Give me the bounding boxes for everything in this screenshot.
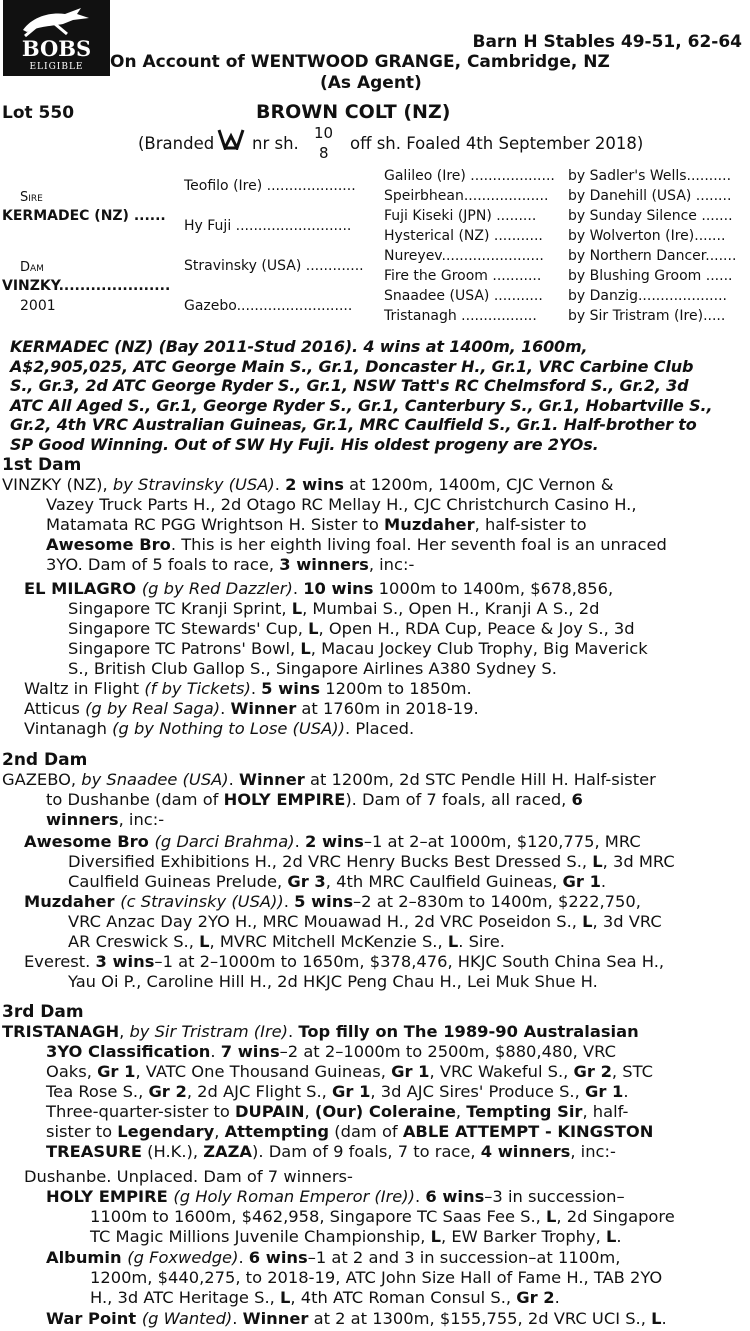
text-line [24, 639, 648, 659]
text-segment: , 3d VRC [592, 912, 662, 931]
text-segment: (g Darci Brahma) [154, 832, 295, 851]
text-segment: at 1200m, 1400m, CJC Vernon & [343, 475, 614, 494]
text-segment: Dushanbe. Unplaced. Dam of 7 winners- [24, 1167, 353, 1186]
text-line [24, 1167, 353, 1187]
text-segment: Gr 1 [332, 1082, 371, 1101]
account: On Account of WENTWOOD GRANGE, Cambridge, NZ [110, 52, 610, 72]
text-segment: . [554, 1288, 560, 1307]
text-segment: Atticus [24, 699, 86, 718]
pedigree-gen3-item: Snaadee (USA) ........... [384, 288, 543, 304]
text-segment: Gr 2 [148, 1082, 187, 1101]
progeny-entry [46, 1187, 675, 1247]
agent: (As Agent) [320, 73, 422, 93]
text-segment: , 4th MRC Caulfield Guineas, [325, 872, 563, 891]
text-segment: . [292, 579, 304, 598]
progeny-entry [24, 952, 664, 992]
text-segment: by Snaadee (USA) [81, 770, 229, 789]
text-segment: at 1200m, 2d STC Pendle Hill H. Half-sister [304, 770, 656, 789]
text-segment: ). Dam of 9 foals, 7 to race, [252, 1142, 481, 1161]
text-segment: , Open H., RDA Cup, Peace & Joy S., 3d [318, 619, 635, 638]
text-segment: VRC Anzac Day 2YO H., MRC Mouawad H., 2d VRC Poseidon S., [68, 912, 583, 931]
text-line [2, 1082, 653, 1102]
text-segment: . [294, 832, 305, 851]
text-segment: 2 wins [285, 475, 344, 494]
text-segment: , 3d AJC Sires' Produce S., [370, 1082, 585, 1101]
text-segment: Attempting [224, 1122, 330, 1141]
text-line [2, 1142, 653, 1162]
sire-summary-line: SP Good Winning. Out of SW Hy Fuji. His oldest progeny are 2YOs. [10, 434, 599, 454]
text-line [24, 619, 648, 639]
text-segment: TREASURE [46, 1142, 142, 1161]
text-segment: War Point [46, 1309, 142, 1328]
second-dam-heading: 2nd Dam [2, 750, 88, 770]
text-segment: L [447, 932, 459, 951]
text-segment: L [279, 1288, 291, 1307]
logo-subtext: ELIGIBLE [29, 62, 84, 72]
text-segment: . [283, 892, 295, 911]
pedigree-gen3-item: Nureyev....................... [384, 248, 544, 264]
text-segment: Gr 1 [584, 1082, 624, 1101]
pedigree-gen4-item: by Blushing Groom ...... [568, 268, 733, 284]
progeny-entry [24, 892, 662, 952]
first-dam-entry [2, 475, 667, 575]
text-segment: Diversified Exhibitions H., 2d VRC Henry Bucks Best Dressed S., [68, 852, 593, 871]
text-segment: . Sire. [458, 932, 505, 951]
text-segment: , Macau Jockey Club Trophy, Big Maverick [310, 639, 648, 658]
pedigree-gen4-item: by Sadler's Wells.......... [568, 168, 732, 184]
text-segment: . [661, 1309, 667, 1328]
pedigree-gen4-item: by Wolverton (Ire)....... [568, 228, 726, 244]
sire-summary-line: KERMADEC (NZ) (Bay 2011-Stud 2016). 4 wins at 1400m, 1600m, [10, 337, 588, 356]
pedigree-gen3-item: Speirbhean................... [384, 188, 549, 204]
text-line [24, 912, 662, 932]
text-segment: 10 wins [303, 579, 374, 598]
text-line [46, 1207, 675, 1227]
pedigree-gen3-item: Hysterical (NZ) ........... [384, 228, 543, 244]
pedigree-gen2: Stravinsky (USA) ............. [184, 258, 364, 274]
text-segment: Three-quarter-sister to [46, 1102, 236, 1121]
pedigree-gen3-item: Tristanagh ................. [384, 308, 537, 324]
text-line [24, 679, 472, 699]
text-segment: ). Dam of 7 foals, all raced, [345, 790, 572, 809]
foaling-info: off sh. Foaled 4th September 2018) [350, 134, 644, 153]
text-segment: . [220, 699, 231, 718]
text-segment: . [600, 872, 607, 891]
pedigree-gen4-item: by Sir Tristram (Ire)..... [568, 308, 726, 324]
text-segment: L [546, 1207, 557, 1226]
text-segment: Singapore TC Stewards' Cup, [68, 619, 309, 638]
text-segment: 4 winners [480, 1142, 571, 1161]
text-segment: ZAZA [203, 1142, 253, 1161]
text-segment: , 2d AJC Flight S., [186, 1082, 333, 1101]
text-line [24, 832, 675, 852]
text-segment: Top filly on The 1989-90 Australasian [298, 1022, 639, 1041]
text-line [24, 599, 648, 619]
text-segment: S., British Club Gallop S., Singapore Airlines A380 Sydney S. [68, 659, 557, 678]
text-line [46, 1248, 662, 1268]
text-segment: L [308, 619, 319, 638]
text-line [24, 852, 675, 872]
text-segment: H., 3d ATC Heritage S., [90, 1288, 280, 1307]
text-segment: (dam of [329, 1122, 403, 1141]
text-segment: 1000m to 1400m, $678,856, [373, 579, 614, 598]
progeny-entry [24, 832, 675, 892]
text-segment: Everest. [24, 952, 96, 971]
text-line [2, 1122, 653, 1142]
text-segment: Oaks, [46, 1062, 98, 1081]
text-line [2, 515, 667, 535]
text-segment: by Stravinsky (USA) [112, 475, 275, 494]
text-segment: (g Holy Roman Emperor (Ire)) [173, 1187, 416, 1206]
text-segment: , 2d Singapore [556, 1207, 675, 1226]
text-segment: , [304, 1102, 315, 1121]
bobs-eligible-logo [3, 0, 110, 76]
text-segment: Gr 3 [287, 872, 326, 891]
text-segment: VINZKY (NZ), [2, 475, 113, 494]
text-segment: L [430, 1227, 442, 1246]
text-line [2, 770, 656, 790]
text-segment: –2 at 2–830m to 1400m, $222,750, [353, 892, 641, 911]
text-line [2, 1102, 653, 1122]
text-segment: 2 wins [304, 832, 364, 851]
text-segment: , VATC One Thousand Guineas, [135, 1062, 392, 1081]
text-segment: Gr 2 [573, 1062, 612, 1081]
text-segment: 1200m, $440,275, to 2018-19, ATC John Size Hall of Fame H., TAB 2YO [90, 1268, 663, 1287]
text-line [46, 1187, 675, 1207]
text-segment: Muzdaher [24, 892, 121, 911]
pedigree-gen4-item: by Northern Dancer....... [568, 248, 737, 264]
text-line [46, 1288, 662, 1308]
text-segment: Winner [230, 699, 297, 718]
text-segment: Tempting Sir [466, 1102, 583, 1121]
text-line [24, 952, 664, 972]
third-dam-entry [2, 1022, 653, 1162]
third-dam-heading: 3rd Dam [2, 1002, 84, 1022]
text-segment: to Dushanbe (dam of [46, 790, 224, 809]
dam-foaled: 2001 [20, 298, 56, 314]
text-segment: , 4th ATC Roman Consul S., [290, 1288, 517, 1307]
text-line [2, 790, 656, 810]
text-line [24, 699, 479, 719]
text-segment: at 1760m in 2018-19. [296, 699, 479, 718]
pedigree-gen3-item: Fire the Groom ........... [384, 268, 542, 284]
text-segment: –1 at 2 and 3 in succession–at 1100m, [307, 1248, 621, 1267]
text-segment: (g by Nothing to Lose (USA)) [112, 719, 345, 738]
text-segment: ABLE ATTEMPT - KINGSTON [402, 1122, 654, 1141]
text-segment: , [119, 1022, 130, 1041]
sire-label: Sire [20, 190, 43, 205]
text-segment: , [214, 1122, 225, 1141]
progeny-entry [46, 1248, 662, 1308]
dam-label: Dam [20, 260, 44, 275]
text-segment: 1100m to 1600m, $462,958, Singapore TC Saas Fee S., [90, 1207, 547, 1226]
text-segment: winners [46, 810, 119, 829]
text-line [24, 872, 675, 892]
text-segment: Tea Rose S., [46, 1082, 149, 1101]
text-segment: L [651, 1309, 662, 1328]
sire-name: KERMADEC (NZ) ...... [2, 208, 166, 224]
text-segment: DUPAIN [235, 1102, 305, 1121]
text-segment: , half- [582, 1102, 629, 1121]
text-segment: L [300, 639, 311, 658]
text-segment: . [232, 1309, 243, 1328]
text-segment: 5 wins [294, 892, 354, 911]
text-line [2, 495, 667, 515]
text-line [24, 579, 648, 599]
text-segment: (f by Tickets) [144, 679, 251, 698]
text-segment: L [199, 932, 210, 951]
text-segment: Singapore TC Kranji Sprint, [68, 599, 292, 618]
text-line [2, 535, 667, 555]
sire-summary [10, 337, 740, 454]
pedigree-gen2: Gazebo.......................... [184, 298, 353, 314]
sire-summary-line: Gr.2, 4th VRC Australian Guineas, Gr.1, MRC Caulfield S., Gr.1. Half-brother to [10, 415, 697, 434]
pedigree-gen4-item: by Sunday Silence ....... [568, 208, 733, 224]
text-segment: –1 at 2–at 1000m, $120,775, MRC [363, 832, 641, 851]
text-segment: Gr 1 [562, 872, 601, 891]
text-segment: (H.K.), [141, 1142, 204, 1161]
text-segment: Muzdaher [384, 515, 475, 534]
progeny-entry [24, 699, 479, 719]
text-line [24, 892, 662, 912]
text-line [2, 1022, 653, 1042]
text-segment: , 3d MRC [602, 852, 675, 871]
pedigree-gen3-item: Galileo (Ire) ................... [384, 168, 555, 184]
text-segment: 1200m to 1850m. [320, 679, 472, 698]
text-segment: Awesome Bro [24, 832, 155, 851]
text-segment: . [415, 1187, 426, 1206]
text-segment: GAZEBO, [2, 770, 82, 789]
text-segment: . [228, 770, 239, 789]
text-line [2, 810, 656, 830]
text-segment: –3 in succession– [484, 1187, 625, 1206]
text-line [24, 719, 414, 739]
brand-mark-icon [216, 128, 246, 150]
text-segment: –2 at 2–1000m to 2500m, $880,480, VRC [279, 1042, 617, 1061]
text-segment: 7 wins [220, 1042, 280, 1061]
text-segment: Singapore TC Patrons' Bowl, [68, 639, 301, 658]
text-segment: (c Stravinsky (USA)) [120, 892, 284, 911]
brand-prefix: (Branded [138, 134, 215, 153]
sire-summary-line: S., Gr.3, 2d ATC George Ryder S., Gr.1, NSW Tatt's RC Chelmsford S., Gr.2, 3d [10, 376, 689, 395]
text-segment: . [288, 1022, 299, 1041]
progeny-entry [24, 719, 414, 739]
text-segment: L [592, 852, 603, 871]
text-segment: , MVRC Mitchell McKenzie S., [209, 932, 448, 951]
text-segment: 6 wins [248, 1248, 308, 1267]
text-segment: Awesome Bro [46, 535, 171, 554]
text-line [24, 972, 664, 992]
text-line [46, 1268, 662, 1288]
first-dam-heading: 1st Dam [2, 455, 82, 475]
text-line [24, 932, 662, 952]
progeny-entry [46, 1309, 667, 1329]
text-segment: , EW Barker Trophy, [441, 1227, 606, 1246]
text-segment: Albumin [46, 1248, 128, 1267]
text-segment: Matamata RC PGG Wrightson H. Sister to [46, 515, 385, 534]
text-segment: Gr 1 [97, 1062, 136, 1081]
text-line [2, 1062, 653, 1082]
pedigree-gen3-item: Fuji Kiseki (JPN) ......... [384, 208, 537, 224]
text-segment: . [274, 475, 286, 494]
text-segment: L [291, 599, 303, 618]
lot-number: Lot 550 [2, 103, 75, 123]
text-segment: TC Magic Millions Juvenile Championship, [90, 1227, 431, 1246]
text-segment: , [455, 1102, 467, 1121]
dushanbe-entry [24, 1167, 353, 1187]
text-segment: Winner [242, 1309, 309, 1328]
stables: Barn H Stables 49-51, 62-64 [472, 32, 742, 52]
text-segment: , STC [611, 1062, 653, 1081]
brand-numerator: 10 [314, 124, 334, 142]
pedigree-gen2: Teofilo (Ire) .................... [184, 178, 356, 194]
pedigree-gen4-item: by Danehill (USA) ........ [568, 188, 732, 204]
text-segment: 6 [571, 790, 583, 809]
text-segment: (g Foxwedge) [127, 1248, 239, 1267]
text-line [46, 1309, 667, 1329]
text-segment: HOLY EMPIRE [46, 1187, 174, 1206]
text-segment: . [616, 1227, 622, 1246]
logo-text: BOBS [21, 36, 92, 61]
text-segment: at 2 at 1300m, $155,755, 2d VRC UCI S., [308, 1309, 652, 1328]
text-segment: . [250, 679, 262, 698]
text-segment: 3YO Classification [46, 1042, 211, 1061]
lot-title: BROWN COLT (NZ) [256, 101, 451, 123]
text-segment: Yau Oi P., Caroline Hill H., 2d HKJC Peng Chau H., Lei Muk Shue H. [68, 972, 598, 991]
horse-logo-icon [3, 2, 110, 38]
progeny-entry [24, 579, 648, 679]
text-segment: AR Creswick S., [68, 932, 200, 951]
text-segment: Waltz in Flight [24, 679, 145, 698]
brand-near-side: nr sh. [252, 134, 299, 153]
text-line [24, 659, 648, 679]
text-segment: , inc:- [570, 1142, 616, 1161]
text-segment: L [582, 912, 593, 931]
text-segment: , inc:- [118, 810, 165, 829]
text-segment: Vintanagh [24, 719, 113, 738]
text-segment: Vazey Truck Parts H., 2d Otago RC Mellay H., CJC Christchurch Casino H., [46, 495, 637, 514]
text-segment: , VRC Wakeful S., [429, 1062, 574, 1081]
text-segment: sister to [46, 1122, 118, 1141]
text-segment: , Mumbai S., Open H., Kranji A S., 2d [302, 599, 600, 618]
pedigree-gen2: Hy Fuji .......................... [184, 218, 352, 234]
text-segment: . Placed. [344, 719, 415, 738]
text-line [2, 475, 667, 495]
brand-denominator: 8 [319, 144, 329, 162]
text-segment: Gr 2 [516, 1288, 555, 1307]
text-segment: . [210, 1042, 221, 1061]
sire-summary-line: A$2,905,025, ATC George Main S., Gr.1, Doncaster H., Gr.1, VRC Carbine Club [10, 356, 694, 376]
text-segment: HOLY EMPIRE [223, 790, 346, 809]
text-segment: 6 wins [425, 1187, 485, 1206]
text-segment: (Our) Coleraine [314, 1102, 456, 1121]
text-segment: , inc:- [368, 555, 415, 574]
text-segment: , half-sister to [474, 515, 587, 534]
pedigree-gen4-item: by Danzig.................... [568, 288, 727, 304]
dam-name: VINZKY..................... [2, 278, 171, 294]
text-segment: Caulfield Guineas Prelude, [68, 872, 288, 891]
text-segment: EL MILAGRO [24, 579, 142, 598]
text-line [2, 1042, 653, 1062]
text-segment: Winner [239, 770, 305, 789]
sire-summary-line: ATC All Aged S., Gr.1, George Ryder S., Gr.1, Canterbury S., Gr.1, Hobartville S., [10, 395, 713, 415]
second-dam-entry [2, 770, 656, 830]
text-segment: . This is her eighth living foal. Her seventh foal is an unraced [170, 535, 667, 554]
text-segment: . [238, 1248, 249, 1267]
text-line [46, 1227, 675, 1247]
text-segment: (g by Red Dazzler) [141, 579, 293, 598]
text-segment: –1 at 2–1000m to 1650m, $378,476, HKJC South China Sea H., [154, 952, 665, 971]
text-segment: TRISTANAGH [2, 1022, 120, 1041]
text-segment: 3 winners [279, 555, 369, 574]
text-segment: 3 wins [95, 952, 155, 971]
text-segment: (g by Real Saga) [85, 699, 221, 718]
text-segment: (g Wanted) [141, 1309, 233, 1328]
text-segment: 3YO. Dam of 5 foals to race, [46, 555, 280, 574]
text-segment: L [606, 1227, 617, 1246]
progeny-entry [24, 679, 472, 699]
text-segment: 5 wins [261, 679, 321, 698]
text-segment: by Sir Tristram (Ire) [129, 1022, 289, 1041]
text-segment: Legendary [117, 1122, 215, 1141]
text-segment: . [623, 1082, 629, 1101]
text-segment: Gr 1 [391, 1062, 430, 1081]
text-line [2, 555, 667, 575]
